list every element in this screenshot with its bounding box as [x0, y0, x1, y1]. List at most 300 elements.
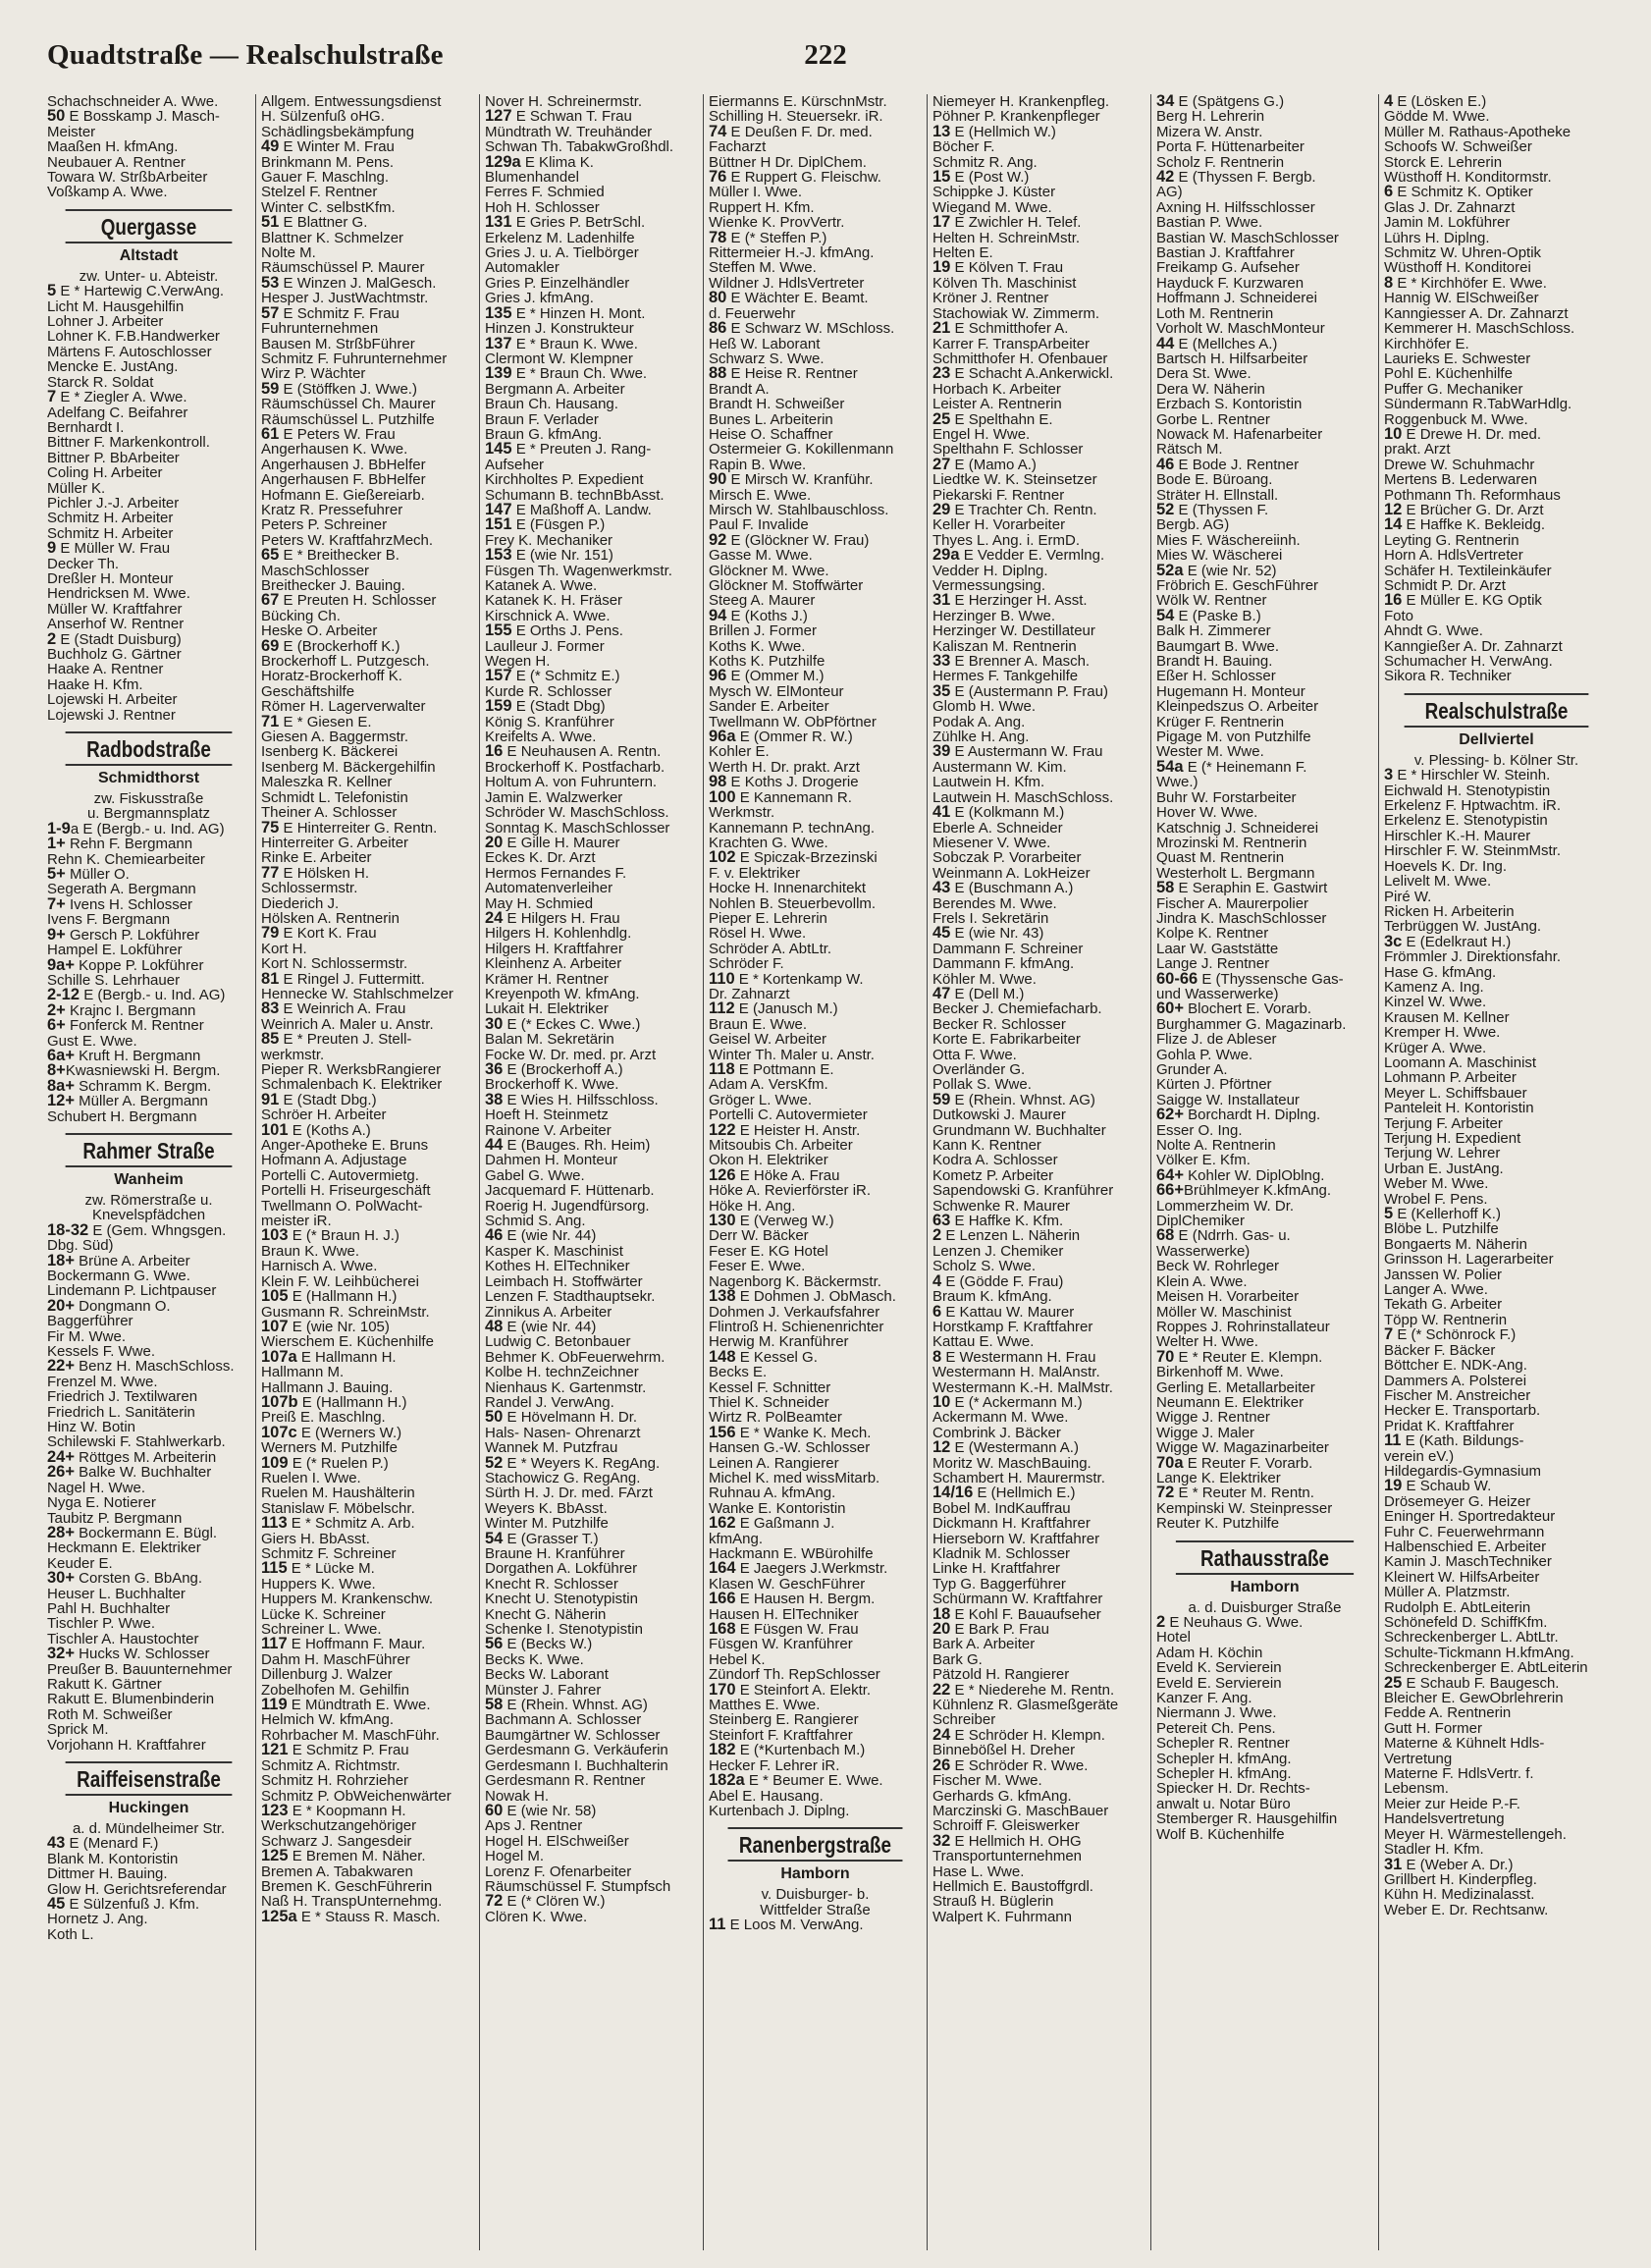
resident-entry [709, 1532, 922, 1546]
resident-text: Nowak H. [485, 1788, 550, 1804]
resident-entry [261, 276, 474, 291]
house-number: 33 [932, 654, 951, 670]
resident-entry [1384, 1585, 1609, 1599]
house-number: 27 [932, 457, 951, 473]
resident-entry [932, 790, 1145, 805]
house-number: 43 [932, 881, 951, 896]
resident-text: Nolte A. Rentnerin [1156, 1138, 1276, 1154]
street-range: zw. Unter- u. Abteistr. [79, 267, 219, 285]
resident-entry [1384, 1116, 1609, 1131]
resident-entry [261, 170, 474, 185]
resident-entry [709, 1501, 922, 1516]
resident-text: Terjung W. Lehrer [1384, 1146, 1501, 1161]
resident-entry [261, 1561, 474, 1576]
resident-text: werkmstr. [261, 1047, 325, 1062]
resident-text: Giers H. BbAsst. [261, 1531, 370, 1546]
resident-entry [261, 684, 474, 699]
resident-text: E (Hallmann H.) [297, 1394, 407, 1411]
resident-text: E Schaub F. Baugesch. [1402, 1675, 1560, 1692]
resident-text: anwalt u. Notar Büro [1156, 1796, 1291, 1812]
resident-entry [485, 775, 698, 789]
resident-text: König S. Kranführer [485, 714, 614, 730]
resident-text: Hocke H. Innenarchitekt [709, 881, 867, 896]
resident-text: Schmitz F. Fuhrunternehmer [261, 351, 448, 367]
resident-text: E * Wanke K. Mech. [735, 1425, 872, 1441]
resident-text: E Pottmann E. [734, 1062, 834, 1078]
house-number: 36 [485, 1062, 504, 1078]
resident-entry [485, 427, 698, 442]
resident-text: Schroiff F. Gleiswerker [932, 1818, 1080, 1834]
resident-entry [709, 337, 922, 351]
resident-entry [485, 1849, 698, 1863]
resident-text: Wierschem E. Küchenhilfe [261, 1334, 434, 1350]
resident-text: Pahl H. Buchhalter [47, 1600, 171, 1617]
house-number: 5 [47, 284, 57, 299]
house-number: 43 [47, 1836, 66, 1852]
resident-text: Storck E. Lehrerin [1384, 154, 1503, 171]
resident-text: Bernhardt I. [47, 419, 125, 436]
resident-entry [1384, 1646, 1609, 1660]
resident-text: Hampel E. Lokführer [47, 943, 183, 958]
resident-entry [1384, 1509, 1609, 1524]
resident-text: Schädlingsbekämpfung [261, 124, 414, 140]
resident-entry [261, 1773, 474, 1788]
resident-entry [709, 1485, 922, 1500]
resident-entry [932, 1652, 1145, 1667]
resident-entry [261, 1818, 474, 1833]
resident-text: Wolf B. Küchenhilfe [1156, 1826, 1285, 1843]
resident-text: Clermont W. Klempner [485, 351, 633, 367]
resident-text: E Loos M. VerwAng. [725, 1917, 864, 1933]
resident-text: Hirschler F. W. SteinmMstr. [1384, 843, 1562, 859]
resident-entry [485, 1365, 698, 1379]
resident-entry [1156, 366, 1373, 381]
house-number: 26+ [47, 1465, 75, 1481]
house-number: 74 [709, 124, 727, 140]
resident-entry [1384, 1464, 1609, 1479]
resident-text: E (Bergb.- u. Ind. AG) [80, 988, 226, 1003]
resident-text: Kodra A. Schlosser [932, 1153, 1058, 1168]
resident-text: Lukait H. Elektriker [485, 1001, 609, 1017]
resident-text: Hover W. Wwe. [1156, 805, 1258, 821]
resident-entry [1384, 843, 1609, 858]
resident-entry [261, 821, 474, 836]
resident-text: Becks K. Wwe. [485, 1651, 584, 1668]
resident-entry [1384, 1010, 1609, 1025]
resident-entry [1384, 623, 1609, 638]
resident-entry [1156, 744, 1373, 759]
resident-entry [485, 1048, 698, 1062]
resident-entry [47, 284, 250, 298]
resident-text: Lohner J. Arbeiter [47, 314, 164, 330]
house-number: 44 [485, 1138, 504, 1154]
resident-text: Michel K. med wissMitarb. [709, 1470, 880, 1486]
resident-entry [932, 1244, 1145, 1259]
resident-text: Gries J. kfmAng. [485, 291, 594, 306]
resident-entry [47, 451, 250, 465]
resident-entry [709, 578, 922, 593]
resident-entry [261, 1077, 474, 1092]
resident-text: E Hoffmann F. Maur. [287, 1637, 426, 1652]
resident-entry [1156, 125, 1373, 139]
resident-text: Lange J. Rentner [1156, 956, 1270, 972]
resident-text: Böcher F. [932, 139, 995, 155]
resident-text: Piré W. [1384, 889, 1432, 904]
resident-text: E (Paske B.) [1174, 608, 1261, 624]
resident-text: Dahm H. MaschFührer [261, 1651, 410, 1668]
resident-entry [1156, 245, 1373, 260]
resident-entry [709, 139, 922, 154]
house-number: 70a [1156, 1455, 1184, 1471]
house-number: 2+ [47, 1002, 66, 1019]
resident-text: Nyga E. Notierer [47, 1495, 156, 1511]
resident-text: Fuhr C. Feuerwehrmann [1384, 1524, 1545, 1539]
resident-entry [1156, 533, 1373, 548]
resident-entry [261, 1062, 474, 1077]
resident-text: E (Hellmich E.) [973, 1485, 1076, 1501]
resident-entry [261, 1410, 474, 1425]
resident-entry [47, 1495, 250, 1510]
resident-entry [47, 1526, 250, 1540]
resident-text: Braun E. Wwe. [709, 1016, 808, 1033]
resident-entry [1384, 245, 1609, 260]
resident-text: Becker R. Schlosser [932, 1016, 1066, 1033]
resident-text: Dr. Zahnarzt [709, 986, 790, 1002]
resident-text: Böttcher E. NDK-Ang. [1384, 1358, 1527, 1374]
resident-entry [485, 593, 698, 608]
resident-text: Laulleur J. Former [485, 638, 605, 655]
resident-entry [1384, 578, 1609, 593]
resident-text: E Westermann H. Frau [941, 1349, 1096, 1366]
resident-text: Schulte-Tickmann H.kfmAng. [1384, 1645, 1574, 1661]
resident-text: Mündtrath W. Treuhänder [485, 124, 653, 140]
resident-entry [1384, 1781, 1609, 1796]
resident-text: DiplChemiker [1156, 1214, 1246, 1229]
resident-text: E Maßhoff A. Landw. [511, 502, 652, 518]
resident-text: Gersch P. Lokführer [65, 927, 200, 944]
resident-entry [709, 1440, 922, 1455]
resident-entry [1384, 427, 1609, 442]
resident-text: Feser E. KG Hotel [709, 1243, 828, 1260]
resident-text: Schmidt L. Telefonistin [261, 789, 408, 806]
resident-text: Angerhausen K. Wwe. [261, 442, 408, 458]
resident-text: Balke W. Buchhalter [75, 1465, 212, 1481]
page-header [47, 39, 1604, 79]
resident-entry [485, 1804, 698, 1818]
resident-entry [261, 306, 474, 321]
resident-text: Bastian J. Kraftfahrer [1156, 245, 1295, 261]
resident-entry [932, 1138, 1145, 1153]
resident-text: Fischer M. Wwe. [932, 1773, 1042, 1789]
resident-text: Licht M. Hausgehilfin [47, 298, 185, 315]
resident-entry [1156, 382, 1373, 397]
resident-text: Rehn F. Bergmann [65, 837, 193, 852]
resident-text: Kreifelts A. Wwe. [485, 729, 597, 745]
district-name: Wanheim [114, 1170, 184, 1188]
resident-text: E Schmitz F. Frau [279, 305, 399, 322]
resident-entry [485, 1501, 698, 1516]
resident-entry [261, 1350, 474, 1365]
resident-entry [261, 337, 474, 351]
resident-entry [1156, 639, 1373, 654]
house-number: 63 [932, 1214, 951, 1229]
resident-text: Kleinhenz A. Arbeiter [485, 956, 622, 972]
resident-entry [485, 1426, 698, 1440]
resident-text: Laar W. Gaststätte [1156, 941, 1279, 957]
resident-entry [709, 458, 922, 472]
resident-entry [709, 987, 922, 1001]
resident-text: Vedder H. Diplng. [932, 563, 1048, 578]
house-number: 58 [1156, 881, 1175, 896]
resident-text: Kröner J. Rentner [932, 291, 1049, 306]
resident-entry [47, 1662, 250, 1677]
resident-entry [485, 866, 698, 881]
resident-text: E Jaegers J.Werkmstr. [735, 1561, 888, 1577]
resident-text: E Brenner A. Masch. [950, 654, 1091, 670]
resident-text: Stachowiak W. Zimmerm. [932, 305, 1100, 322]
resident-text: Theiner A. Schlosser [261, 805, 398, 821]
resident-text: E (Thyssen F. [1174, 502, 1269, 518]
resident-entry [1384, 654, 1609, 669]
resident-text: Panteleit H. Kontoristin [1384, 1101, 1534, 1116]
resident-text: Schmitz R. Ang. [932, 154, 1038, 171]
resident-text: Blöbe L. Putzhilfe [1384, 1221, 1499, 1237]
resident-text: Kühnlenz R. Glasmeßgeräte [932, 1698, 1119, 1713]
resident-text: Linke H. Kraftfahrer [932, 1561, 1061, 1577]
resident-entry [932, 1516, 1145, 1531]
resident-entry [1384, 564, 1609, 578]
resident-entry [1384, 859, 1609, 874]
resident-entry [47, 897, 250, 912]
resident-text: Bartsch H. Hilfsarbeiter [1156, 351, 1308, 367]
resident-text: Welter H. Wwe. [1156, 1334, 1258, 1350]
resident-entry [261, 1153, 474, 1167]
resident-entry [932, 1440, 1145, 1455]
resident-entry [261, 1607, 474, 1622]
resident-entry [932, 1093, 1145, 1107]
resident-text: Schepler H. kfmAng. [1156, 1766, 1292, 1782]
resident-text: meister iR. [261, 1214, 332, 1229]
resident-text: E Kattau W. Maurer [941, 1304, 1075, 1320]
resident-text: Fonferck M. Rentner [65, 1018, 204, 1034]
resident-entry [709, 564, 922, 578]
resident-entry [932, 821, 1145, 836]
resident-text: Heckmann E. Elektriker [47, 1540, 201, 1556]
resident-text: E Lenzen L. Näherin [941, 1228, 1081, 1244]
resident-entry [261, 139, 474, 154]
resident-text: Bode E. Büroang. [1156, 472, 1273, 488]
resident-text: Burghammer G. Magazinarb. [1156, 1016, 1347, 1033]
resident-text: Steinberg E. Rangierer [709, 1712, 859, 1728]
resident-entry [1156, 185, 1373, 199]
resident-entry [709, 1652, 922, 1667]
resident-text: Haake H. Kfm. [47, 676, 143, 693]
house-number: 159 [485, 699, 512, 715]
resident-text: Ruelen I. Wwe. [261, 1470, 361, 1486]
resident-entry [261, 1864, 474, 1879]
resident-entry [1384, 1388, 1609, 1403]
resident-entry [1384, 1705, 1609, 1720]
resident-text: Gries P. Einzelhändler [485, 275, 630, 292]
resident-entry [932, 1199, 1145, 1214]
house-number: 10 [1384, 426, 1403, 443]
resident-entry [261, 488, 474, 503]
resident-text: Räumschüssel Ch. Maurer [261, 397, 436, 412]
resident-text: Holtum A. von Fuhruntern. [485, 775, 658, 790]
resident-entry [261, 245, 474, 260]
resident-text: Fuhrunternehmen [261, 321, 379, 337]
resident-text: Müller K. [47, 480, 106, 496]
resident-entry [485, 109, 698, 124]
resident-text: Kattau E. Wwe. [932, 1334, 1035, 1350]
resident-entry [1384, 1842, 1609, 1857]
resident-text: Hackmann E. WBürohilfe [709, 1546, 874, 1562]
resident-entry [1384, 1161, 1609, 1176]
resident-entry [709, 1773, 922, 1788]
house-number: 129a [485, 154, 521, 171]
resident-entry [47, 125, 250, 139]
street-name: Realschulstraße [1405, 693, 1589, 728]
resident-text: Miesener V. Wwe. [932, 835, 1051, 851]
resident-entry [709, 821, 922, 836]
resident-entry [709, 850, 922, 865]
resident-entry [1384, 1736, 1609, 1751]
house-number: 90 [709, 472, 727, 488]
resident-entry [261, 866, 474, 881]
resident-text: E Wächter E. Beamt. [726, 291, 869, 306]
house-number: 59 [932, 1092, 951, 1108]
resident-entry [932, 442, 1145, 457]
house-number: 80 [709, 291, 727, 306]
resident-entry [709, 321, 922, 336]
resident-text: E Ruppert G. Fleischw. [726, 170, 881, 186]
resident-text: Ludwig C. Betonbauer [485, 1334, 631, 1350]
resident-text: Kothes H. ElTechniker [485, 1259, 630, 1274]
resident-text: E * Preuten J. Stell- [279, 1032, 412, 1048]
resident-entry [47, 557, 250, 571]
resident-text: Weyers K. BbAsst. [485, 1500, 608, 1517]
resident-text: E (wie Nr. 44) [503, 1319, 597, 1335]
resident-text: Kanzer F. Ang. [1156, 1691, 1252, 1706]
resident-entry [932, 125, 1145, 139]
house-number: 168 [709, 1622, 736, 1638]
resident-entry [485, 1123, 698, 1138]
resident-text: Meister [47, 124, 96, 140]
resident-entry [709, 1017, 922, 1032]
house-number: 3 [1384, 768, 1394, 783]
resident-entry [261, 790, 474, 805]
resident-entry [932, 1456, 1145, 1471]
resident-text: E Mirsch W. Kranführ. [726, 472, 874, 488]
resident-entry [261, 1244, 474, 1259]
resident-entry [1384, 1766, 1609, 1781]
resident-entry [485, 578, 698, 593]
resident-entry [261, 1032, 474, 1047]
resident-entry [1384, 639, 1609, 654]
resident-text: Drösemeyer G. Heizer [1384, 1493, 1531, 1510]
resident-entry [709, 729, 922, 744]
resident-entry [47, 1571, 250, 1586]
resident-text: E Preuten H. Schlosser [279, 593, 437, 609]
house-number: 20 [485, 835, 504, 851]
resident-entry [932, 1380, 1145, 1395]
resident-text: Gohla P. Wwe. [1156, 1047, 1253, 1062]
resident-entry [932, 382, 1145, 397]
resident-text: E Hölsken H. [279, 865, 370, 882]
resident-entry [485, 1214, 698, 1228]
resident-text: Heß W. Laborant [709, 336, 821, 351]
resident-text: Drewe W. Schuhmachr [1384, 457, 1535, 473]
resident-entry [261, 1728, 474, 1743]
resident-text: Zündorf Th. RepSchlosser [709, 1667, 880, 1683]
resident-text: Austermann W. Kim. [932, 759, 1067, 776]
resident-entry [47, 912, 250, 927]
resident-entry [1384, 783, 1609, 798]
resident-entry [261, 775, 474, 789]
resident-text: MaschSchlosser [261, 563, 370, 578]
resident-entry [1384, 548, 1609, 563]
resident-entry [932, 1395, 1145, 1410]
resident-entry [47, 1556, 250, 1571]
resident-entry [1156, 1485, 1373, 1500]
resident-text: E (Post W.) [950, 170, 1030, 186]
resident-entry [485, 760, 698, 775]
resident-text: Märtens F. Autoschlosser [47, 344, 212, 360]
resident-entry [47, 170, 250, 185]
resident-entry [485, 715, 698, 729]
resident-entry [1156, 1705, 1373, 1720]
resident-entry [47, 1269, 250, 1283]
resident-entry [1384, 609, 1609, 623]
house-number: 157 [485, 669, 512, 684]
resident-text: Horn A. HdlsVertreter [1384, 548, 1523, 564]
street-range: v. Plessing- b. Kölner Str. [1413, 751, 1579, 769]
resident-text: Baggerführer [47, 1314, 133, 1329]
resident-text: Hecker E. Transportarb. [1384, 1403, 1541, 1419]
resident-entry [485, 94, 698, 109]
resident-text: Wegen H. [485, 654, 551, 670]
resident-text: E (Stadt Duisburg) [56, 631, 182, 647]
house-number: 18+ [47, 1253, 75, 1269]
resident-text: Wester M. Wwe. [1156, 744, 1264, 760]
resident-text: Hogel H. ElSchweißer [485, 1833, 629, 1850]
resident-text: Fischer A. Maurerpolier [1156, 895, 1309, 911]
resident-text: Sikora R. Techniker [1384, 669, 1512, 684]
resident-entry [932, 321, 1145, 336]
resident-entry [485, 911, 698, 926]
resident-entry [709, 1001, 922, 1016]
resident-entry [47, 1836, 250, 1851]
resident-entry [709, 442, 922, 457]
resident-text: Hallmann J. Bauing. [261, 1379, 394, 1395]
resident-text: Hinterreiter G. Arbeiter [261, 835, 409, 851]
resident-entry [932, 366, 1145, 381]
resident-entry [485, 639, 698, 654]
resident-entry [709, 517, 922, 532]
house-number: 7+ [47, 896, 66, 913]
resident-text: Handelsvertretung [1384, 1811, 1505, 1827]
resident-text: kfmAng. [709, 1531, 764, 1546]
resident-text: Bittner F. Markenkontroll. [47, 435, 210, 451]
resident-text: Krüger F. Rentnerin [1156, 714, 1285, 730]
resident-text: Allgem. Entwessungsdienst [261, 94, 442, 110]
resident-entry [932, 337, 1145, 351]
resident-text: E * Niederehe M. Rentn. [950, 1682, 1115, 1699]
resident-entry [261, 1199, 474, 1214]
resident-entry [709, 1062, 922, 1077]
resident-entry [1384, 949, 1609, 964]
resident-entry [1156, 1440, 1373, 1455]
